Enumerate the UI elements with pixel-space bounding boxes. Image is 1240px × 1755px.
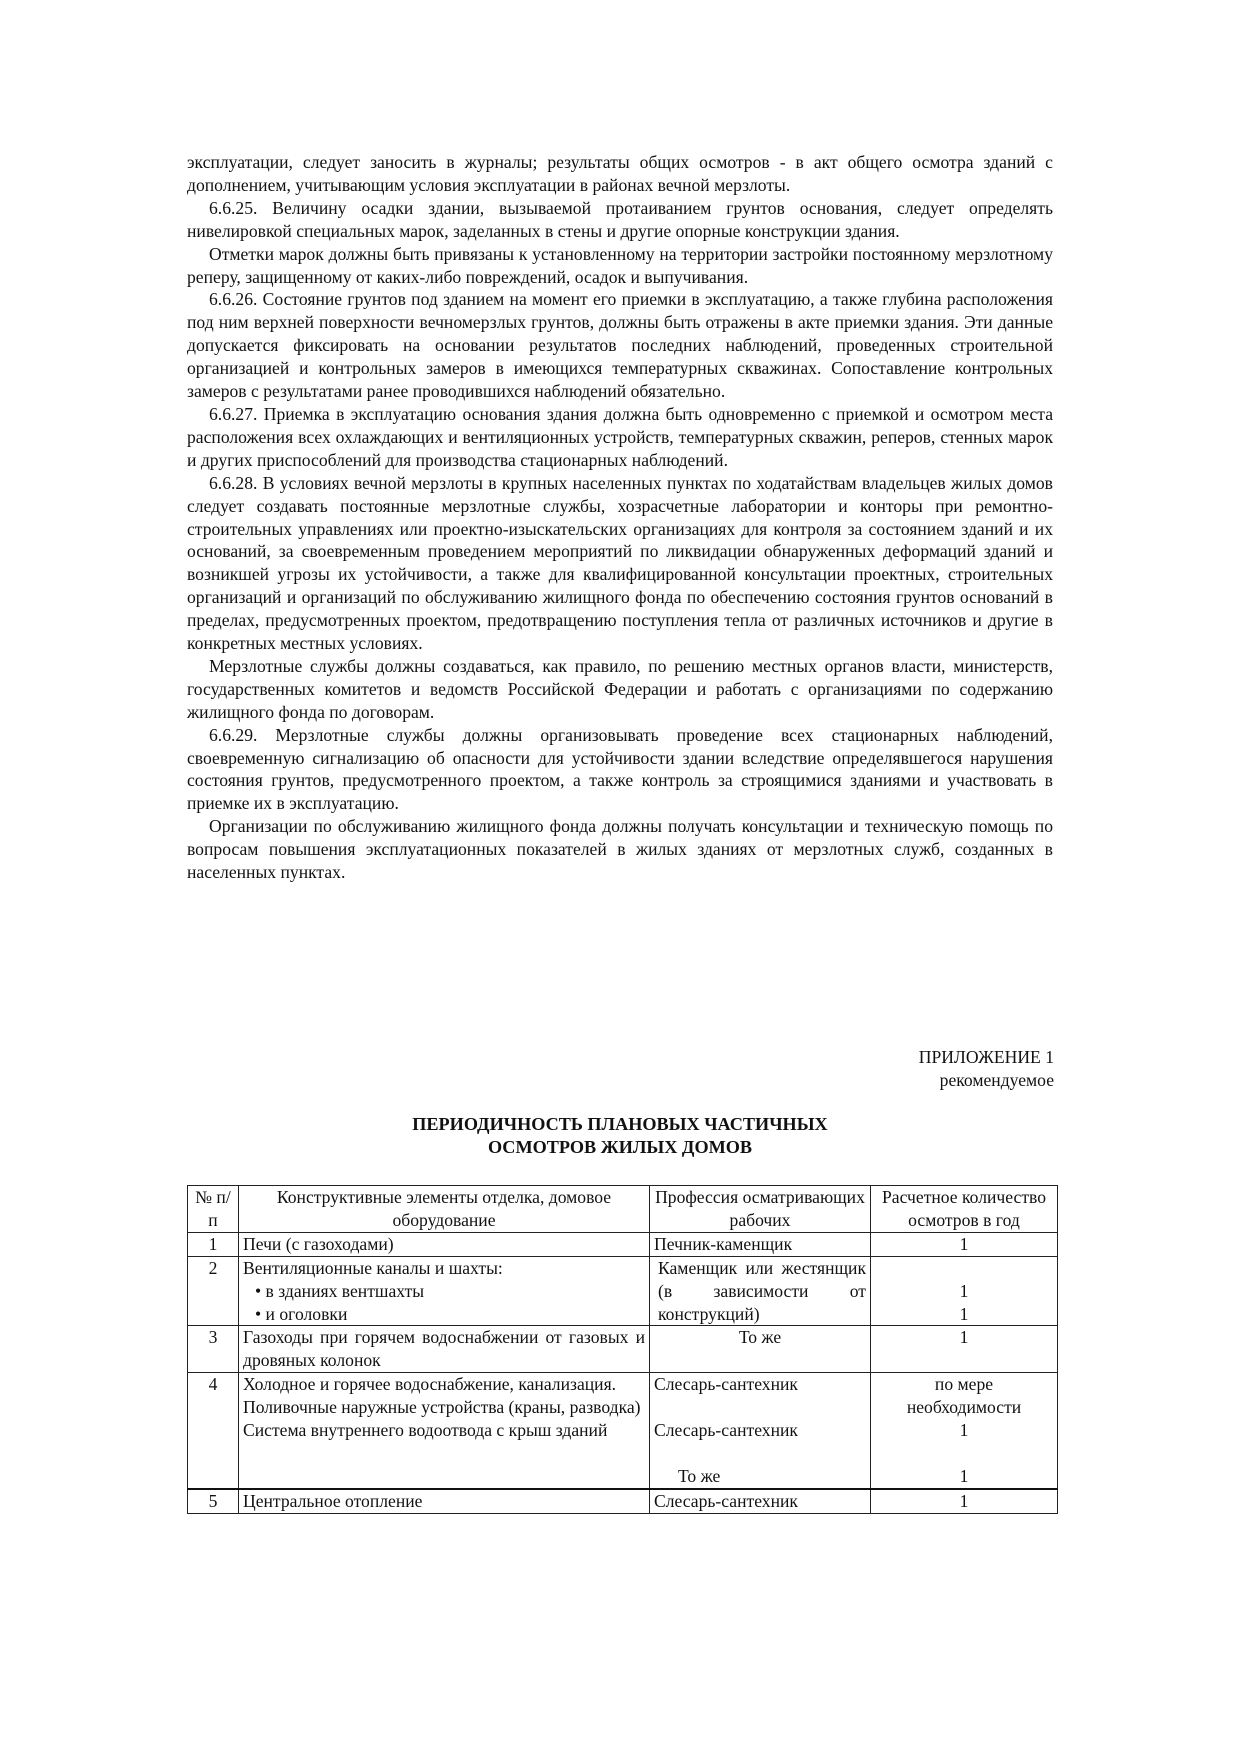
table-header-row: [188, 1186, 1058, 1233]
document-body: [187, 151, 1053, 884]
row-profession-spacer: [654, 1442, 866, 1465]
row-profession: [650, 1373, 871, 1489]
table-title-line-2: ОСМОТРОВ ЖИЛЫХ ДОМОВ: [487, 1137, 753, 1157]
row-count: 1: [871, 1326, 1058, 1373]
table-row: [188, 1256, 1058, 1326]
paragraph-continuation: эксплуатации, следует заносить в журналы; результаты общих осмотров - в акт общего осмотра зданий с дополнением, учитывающим условия эксплуатации в районах вечной мерзлоты.: [187, 152, 1053, 195]
header-num: № п/п: [188, 1186, 239, 1233]
header-profession: Профессия осматривающих рабочих: [650, 1186, 871, 1233]
row-num: 2: [188, 1256, 239, 1326]
row-count-line: 1: [959, 1303, 969, 1324]
paragraph-6-6-25: 6.6.25. Величину осадки здании, вызываемой протаиванием грунтов основания, следует определять нивелировкой специальных марок, заделанных в стены и другие опорные конструкции здания.: [187, 197, 1053, 241]
row-profession-spacer: [654, 1396, 866, 1419]
row-profession: Печник-каменщик: [650, 1232, 871, 1256]
row-element-item: Система внутреннего водоотвода с крыш зданий: [243, 1420, 608, 1441]
table-title-line-1: ПЕРИОДИЧНОСТЬ ПЛАНОВЫХ ЧАСТИЧНЫХ: [412, 1114, 828, 1134]
inspection-periodicity-table: [187, 1185, 1058, 1514]
table-row: [188, 1232, 1058, 1256]
row-element: Газоходы при горячем водоснабжении от газовых и дровяных колонок: [239, 1326, 650, 1373]
row-num: 1: [188, 1232, 239, 1256]
row-profession-text: Каменщик или жестянщик (в зависимости от конструкций): [658, 1257, 866, 1324]
row-num: 3: [188, 1326, 239, 1373]
paragraph-6-6-29: 6.6.29. Мерзлотные службы должны организовывать проведение всех стационарных наблюдений, своевременную сигнализацию об опасности для устойчивости здании вследствие определявшегося нарушения состояния грунтов, предусмотренного проектом, а также контроль за строящимися зданиями и участвовать в приемке их в эксплуатацию.: [187, 724, 1053, 814]
row-element: Печи (с газоходами): [239, 1232, 650, 1256]
row-count-line: 1: [959, 1280, 969, 1301]
appendix-number: ПРИЛОЖЕНИЕ 1: [918, 1047, 1054, 1067]
row-element: [239, 1373, 650, 1489]
row-element: [239, 1256, 650, 1326]
row-count: [871, 1373, 1058, 1489]
row-count-item: 1: [959, 1465, 969, 1486]
row-profession: Слесарь-сантехник: [650, 1489, 871, 1513]
table-title: [375, 1113, 865, 1159]
row-count: 1: [871, 1489, 1058, 1513]
row-count-line: [875, 1257, 1053, 1280]
row-profession-item: То же: [678, 1465, 721, 1486]
header-count: Расчетное количество осмотров в год: [871, 1186, 1058, 1233]
paragraph-marks: Отметки марок должны быть привязаны к установленному на территории застройки постоянному мерзлотному реперу, защищенному от каких-либо повреждений, осадок и выпучивания.: [187, 243, 1053, 287]
row-element-title: Вентиляционные каналы и шахты:: [243, 1257, 503, 1278]
row-count-spacer: [875, 1442, 1053, 1465]
row-element-bullet: • и оголовки: [255, 1303, 348, 1324]
table-row: [188, 1489, 1058, 1513]
paragraph-6-6-27: 6.6.27. Приемка в эксплуатацию основания здания должна быть одновременно с приемкой и осмотром места расположения всех охлаждающих и вентиляционных устройств, температурных скважин, реперов, стенных марок и других приспособлений для производства стационарных наблюдений.: [187, 403, 1053, 470]
paragraph-6-6-26: 6.6.26. Состояние грунтов под зданием на момент его приемки в эксплуатацию, а также глубина расположения под ним верхней поверхности вечномерзлых грунтов, должны быть отражены в акте приемки здания. Эти данные допускается фиксировать на основании результатов последних наблюдений, проведенных строительной организацией и контрольных замеров в имеющихся температурных скважинах. Сопоставление контрольных замеров с результатами ранее проводившихся наблюдений обязательно.: [187, 289, 1053, 402]
paragraph-permafrost-services: Мерзлотные службы должны создаваться, как правило, по решению местных органов власти, министерств, государственных комитетов и ведомств Российской Федерации и работать с организациями по содержанию жилищного фонда по договорам.: [187, 655, 1053, 722]
row-profession-item: Слесарь-сантехник: [654, 1374, 798, 1395]
paragraph-6-6-28: 6.6.28. В условиях вечной мерзлоты в крупных населенных пунктах по ходатайствам владельцев жилых домов следует создавать постоянные мерзлотные службы, хозрасчетные лаборатории и конторы при ремонтно-строительных управлениях или проектно-изыскательских организациях для контроля за состоянием зданий и их оснований, за своевременным проведением мероприятий по ликвидации обнаруженных деформаций зданий и возникшей угрозы их устойчивости, а также для квалифицированной консультации проектных, строительных организаций и организаций по обслуживанию жилищного фонда по обеспечению состояния грунтов оснований в пределах, предусмотренных проектом, предотвращению поступления тепла от различных источников и другие в конкретных местных условиях.: [187, 472, 1053, 654]
row-element-item: Холодное и горячее водоснабжение, канализация.: [243, 1374, 617, 1395]
appendix-label: [919, 1046, 1054, 1092]
row-num: 5: [188, 1489, 239, 1513]
row-num: 4: [188, 1373, 239, 1489]
row-count-item: 1: [959, 1420, 969, 1441]
row-count: [871, 1256, 1058, 1326]
paragraph-organizations: Организации по обслуживанию жилищного фонда должны получать консультации и техническую помощь по вопросам повышения эксплуатационных показателей в жилых зданиях от мерзлотных служб, созданных в населенных пунктах.: [187, 816, 1053, 883]
appendix-status: рекомендуемое: [939, 1070, 1054, 1090]
table-row: [188, 1326, 1058, 1373]
table-row: [188, 1373, 1058, 1489]
row-count: 1: [871, 1232, 1058, 1256]
row-count-item: по мере необходимости: [906, 1374, 1022, 1418]
row-profession-item: Слесарь-сантехник: [654, 1420, 798, 1441]
row-profession: То же: [650, 1326, 871, 1373]
row-element-item: Поливочные наружные устройства (краны, разводка): [243, 1397, 641, 1418]
row-element-bullet: • в зданиях вентшахты: [255, 1280, 425, 1301]
header-element: Конструктивные элементы отделка, домовое оборудование: [239, 1186, 650, 1233]
row-profession: [650, 1256, 871, 1326]
row-element: Центральное отопление: [239, 1489, 650, 1513]
